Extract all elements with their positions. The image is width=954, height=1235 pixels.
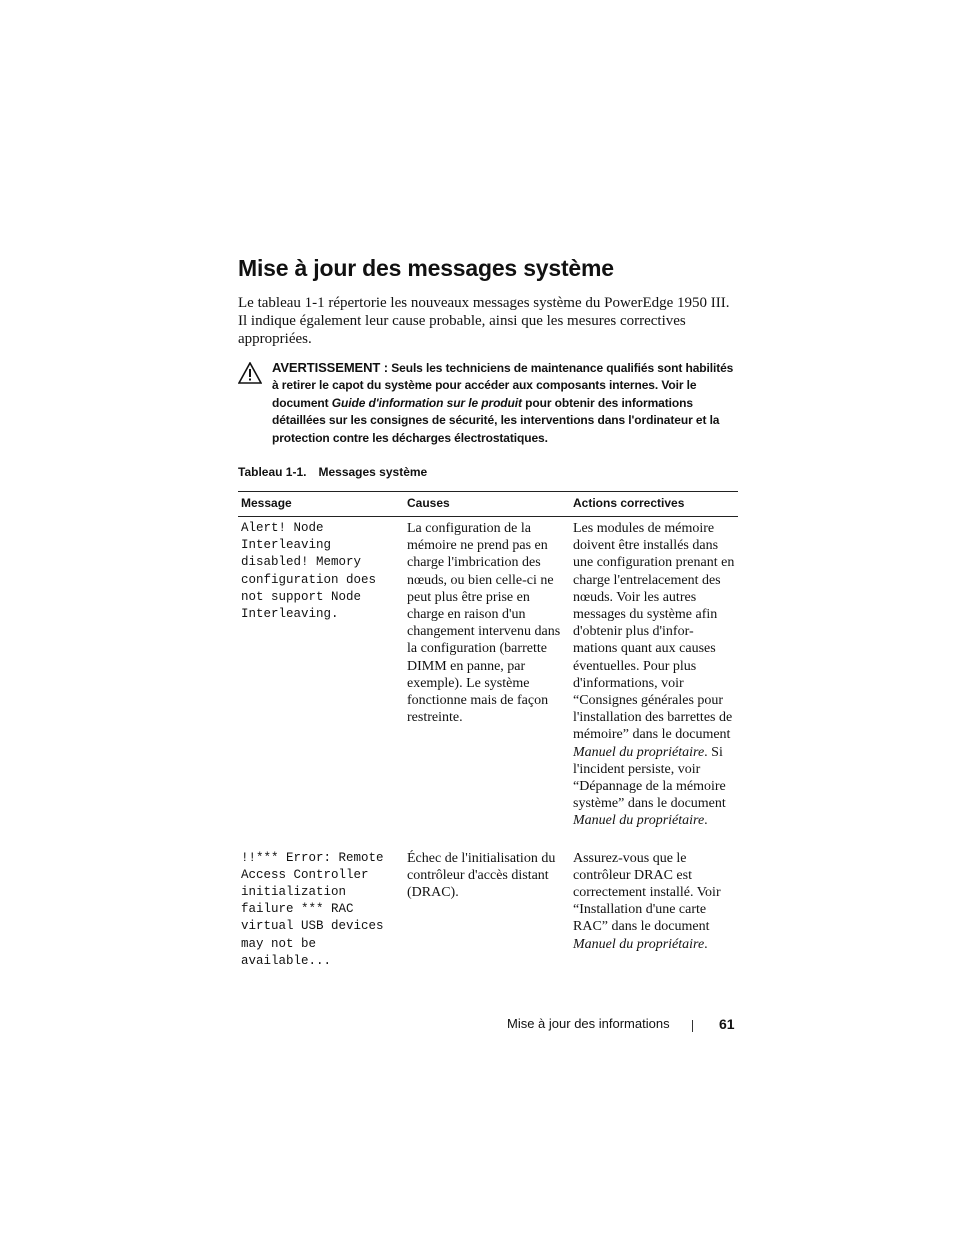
action-text: Les modules de mémoire doivent être installés dans une configuration prenant en charge l'entrelacement des nœuds. Voir les autres messages du système afin d'obtenir plus d'infor-mations quant aux causes éventuelles. Pour plus d'informations, voir “Consignes générales pour l'installation des barrettes de mémoire” dans le document	[573, 521, 735, 743]
footer-divider	[692, 1020, 693, 1032]
table-caption-number: Tableau 1-1.	[238, 465, 307, 479]
warning-doc-name: Guide d'information sur le produit	[331, 395, 522, 410]
action-doc-ref: Manuel du propriétaire	[573, 813, 705, 829]
table-row	[238, 517, 738, 847]
warning-body-1: Seuls les techniciens de maintenance qualifiés sont habilités à retirer le capot du système pour accéder aux composants internes. Voir le document	[272, 361, 734, 410]
header-actions: Actions correctives	[570, 492, 738, 517]
action-text: . Si l'incident persiste, voir “Dépannage de la mémoire système” dans le document	[573, 744, 726, 812]
table-caption	[238, 465, 427, 479]
warning-text	[272, 359, 742, 447]
footer-section-title: Mise à jour des informations	[507, 1016, 670, 1031]
table-header-row	[238, 492, 738, 517]
action-doc-ref: Manuel du propriétaire	[573, 936, 705, 952]
cause-cell: La configuration de la mémoire ne prend pas en charge l'imbrication des nœuds, ou bien celle-ci ne peut plus être prise en charge en raison d'un changement intervenu dans la configuration (barrette DIMM en panne, par exemple). Le système fonctionne mais de façon restreinte.	[407, 521, 561, 726]
table-caption-title: Messages système	[318, 465, 428, 479]
cause-cell: Échec de l'initialisation du contrôleur d'accès distant (DRAC).	[407, 850, 556, 901]
footer-page-number: 61	[719, 1016, 735, 1032]
messages-table	[238, 491, 738, 970]
table-row	[238, 847, 738, 970]
message-cell: !!*** Error: Remote Access Controller initialization failure *** RAC virtual USB devices may not be available...	[241, 850, 384, 968]
warning-body-2: pour obtenir des informations détaillées sur les consignes de sécurité, les interventions dans l'ordinateur et la protection contre les décharges électrostatiques.	[272, 395, 720, 445]
action-text: .	[704, 813, 708, 829]
message-cell: Alert! Node Interleaving disabled! Memory configuration does not support Node Interleaving.	[241, 521, 377, 622]
action-text: Assurez-vous que le contrôleur DRAC est correctement installé. Voir “Installation d'une carte RAC” dans le document	[573, 850, 721, 935]
header-causes: Causes	[404, 492, 570, 517]
action-cell	[570, 517, 738, 847]
intro-paragraph: Le tableau 1-1 répertorie les nouveaux messages système du PowerEdge 1950 III. Il indique également leur cause probable, ainsi que les mesures correctives appropriées.	[238, 295, 730, 347]
warning-triangle-icon	[238, 362, 262, 384]
action-text: .	[704, 936, 708, 952]
action-cell	[570, 847, 738, 970]
header-message: Message	[238, 492, 404, 517]
action-doc-ref: Manuel du propriétaire	[573, 744, 705, 760]
warning-label: AVERTISSEMENT :	[272, 360, 388, 375]
page-title: Mise à jour des messages système	[238, 255, 614, 281]
